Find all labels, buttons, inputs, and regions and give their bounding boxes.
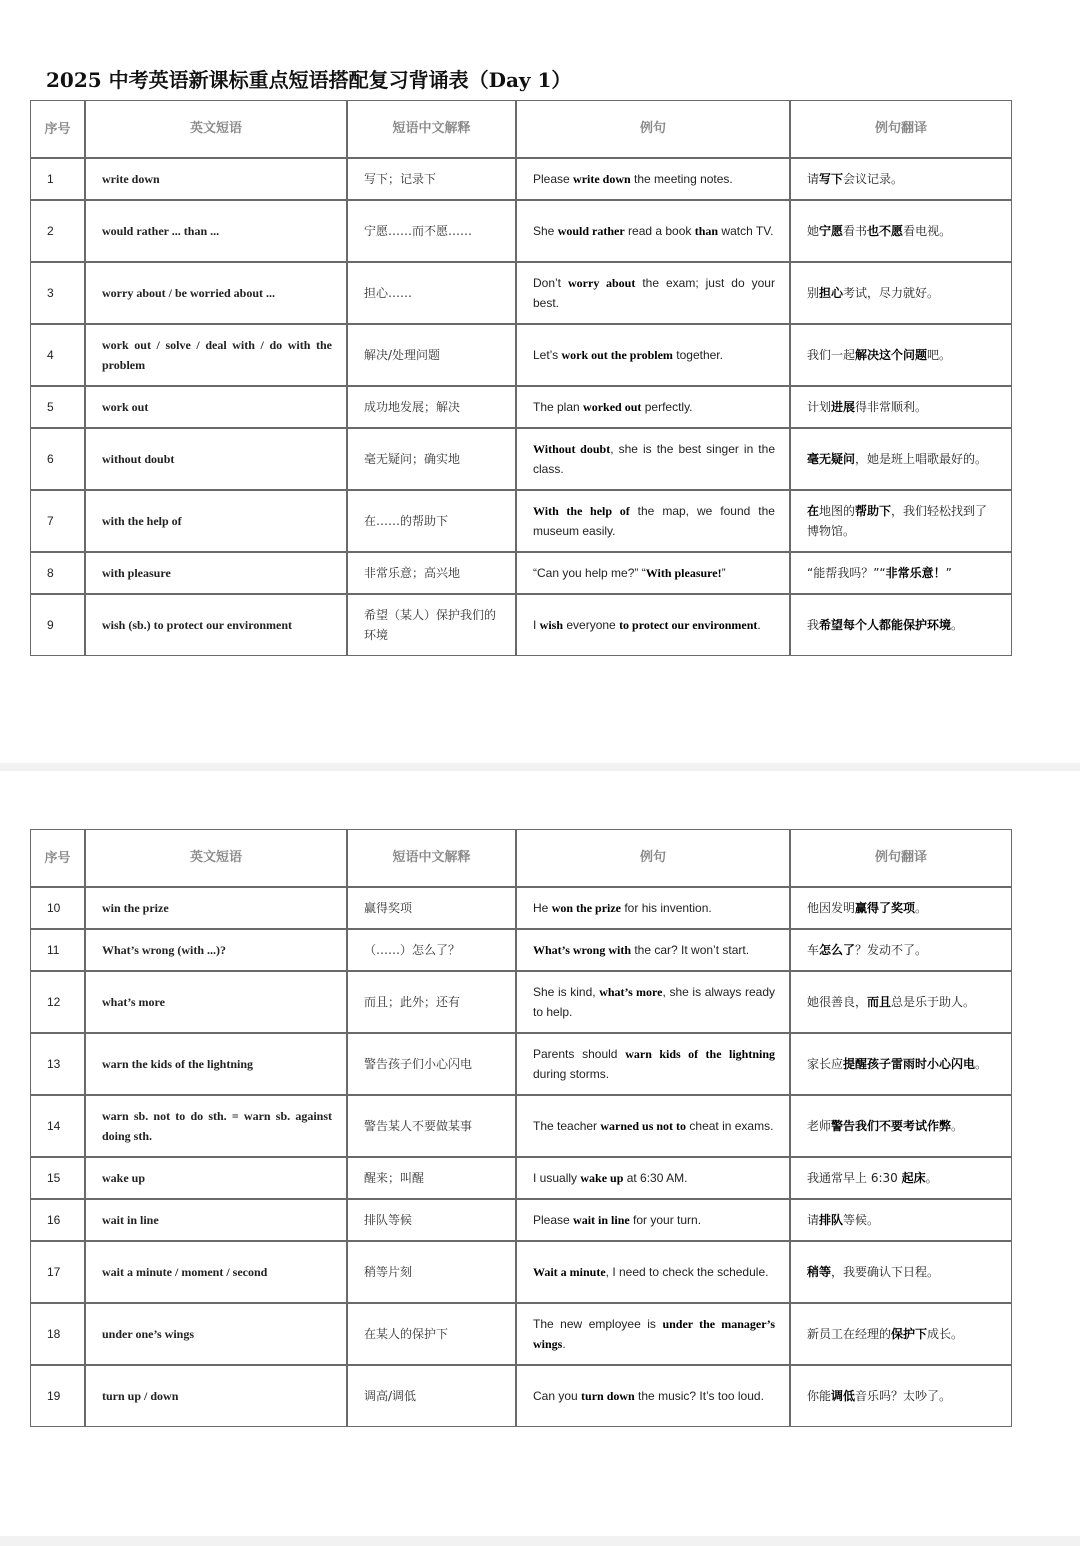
example-translation	[790, 594, 1012, 656]
row-number: 16	[30, 1199, 85, 1241]
translation-segment: 你能	[807, 1389, 832, 1403]
example-translation	[790, 1157, 1012, 1199]
translation-segment: 解决这个问题	[855, 348, 928, 362]
english-phrase: work out	[85, 386, 347, 428]
row-number: 5	[30, 386, 85, 428]
table-row	[30, 428, 1012, 490]
chinese-meaning: 赢得奖项	[347, 887, 516, 929]
sentence-segment: worked out	[583, 400, 642, 414]
chinese-meaning: 调高/调低	[347, 1365, 516, 1427]
sentence-segment: I	[533, 618, 540, 632]
example-translation	[790, 200, 1012, 262]
example-translation	[790, 1241, 1012, 1303]
translation-segment: 考试，尽力就好。	[843, 286, 940, 300]
header-num: 序号	[30, 829, 85, 887]
translation-segment: ，我要确认下日程。	[831, 1265, 940, 1279]
translation-segment: 写下	[819, 172, 844, 186]
row-number: 4	[30, 324, 85, 386]
translation-segment: 成长。	[927, 1327, 964, 1341]
english-phrase: warn the kids of the lightning	[85, 1033, 347, 1095]
example-translation	[790, 1095, 1012, 1157]
translation-segment: 提醒孩子雷雨时小心闪电	[843, 1057, 976, 1071]
translation-segment: ，她是班上唱歌最好的。	[855, 452, 988, 466]
translation-segment: 总是乐于助人。	[891, 995, 976, 1009]
translation-segment: 调低	[831, 1389, 856, 1403]
translation-segment: 计划	[807, 400, 832, 414]
example-translation	[790, 1303, 1012, 1365]
translation-segment: 等候。	[843, 1213, 880, 1227]
translation-segment: 担心	[819, 286, 844, 300]
sentence-segment: what’s more	[599, 985, 663, 999]
example-sentence	[516, 1303, 790, 1365]
chinese-meaning: 希望（某人）保护我们的环境	[347, 594, 516, 656]
translation-segment: 会议记录。	[843, 172, 904, 186]
row-number: 2	[30, 200, 85, 262]
translation-segment: 车	[807, 943, 820, 957]
example-translation	[790, 158, 1012, 200]
table-row	[30, 1365, 1012, 1427]
chinese-meaning: 在……的帮助下	[347, 490, 516, 552]
chinese-meaning: 解决/处理问题	[347, 324, 516, 386]
example-translation	[790, 1365, 1012, 1427]
table-row	[30, 324, 1012, 386]
chinese-meaning: 毫无疑问；确实地	[347, 428, 516, 490]
sentence-segment: cheat in exams.	[686, 1119, 774, 1133]
translation-segment: 我们一起	[807, 348, 856, 362]
sentence-segment: .	[757, 618, 761, 632]
sentence-segment: With the help of	[533, 504, 630, 518]
table-row	[30, 386, 1012, 428]
example-translation	[790, 929, 1012, 971]
example-sentence	[516, 1157, 790, 1199]
english-phrase: wake up	[85, 1157, 347, 1199]
translation-segment: 看电视。	[903, 224, 952, 238]
row-number: 10	[30, 887, 85, 929]
translation-segment: 。	[951, 618, 964, 632]
translation-segment: 赢得了奖项	[855, 901, 916, 915]
header-phrase: 英文短语	[85, 829, 347, 887]
english-phrase: win the prize	[85, 887, 347, 929]
translation-segment: 家长应	[807, 1057, 844, 1071]
row-number: 8	[30, 552, 85, 594]
example-sentence	[516, 158, 790, 200]
sentence-segment: She	[533, 224, 558, 238]
row-number: 18	[30, 1303, 85, 1365]
english-phrase: would rather ... than ...	[85, 200, 347, 262]
row-number: 12	[30, 971, 85, 1033]
sentence-segment: worry about	[568, 276, 636, 290]
chinese-meaning: （……）怎么了？	[347, 929, 516, 971]
table-row	[30, 887, 1012, 929]
table-row	[30, 158, 1012, 200]
translation-segment: 进展	[831, 400, 856, 414]
chinese-meaning: 警告孩子们小心闪电	[347, 1033, 516, 1095]
translation-segment: 起床	[901, 1171, 926, 1185]
sentence-segment: Without doubt	[533, 442, 611, 456]
sentence-segment: won the prize	[551, 901, 622, 915]
header-meaning: 短语中文解释	[347, 829, 516, 887]
row-number: 9	[30, 594, 85, 656]
chinese-meaning: 稍等片刻	[347, 1241, 516, 1303]
translation-segment: 我	[807, 618, 820, 632]
sentence-segment: the car? It won’t start.	[631, 943, 750, 957]
sentence-segment: ”	[721, 566, 726, 580]
translation-segment: 怎么了	[819, 943, 856, 957]
english-phrase: warn sb. not to do sth. = warn sb. against doing sth.	[85, 1095, 347, 1157]
sentence-segment: the meeting notes.	[630, 172, 733, 186]
english-phrase: worry about / be worried about ...	[85, 262, 347, 324]
chinese-meaning: 担心……	[347, 262, 516, 324]
example-translation	[790, 971, 1012, 1033]
example-translation	[790, 552, 1012, 594]
sentence-segment: write down	[573, 172, 631, 186]
sentence-segment: Don’t	[533, 276, 568, 290]
example-translation	[790, 386, 1012, 428]
example-translation	[790, 428, 1012, 490]
translation-segment: 。	[975, 1057, 988, 1071]
chinese-meaning: 警告某人不要做某事	[347, 1095, 516, 1157]
translation-segment: 他因发明	[807, 901, 856, 915]
sentence-segment: the exam; just do your best.	[533, 276, 775, 310]
translation-segment: 非常乐意！	[885, 566, 946, 580]
header-example: 例句	[516, 100, 790, 158]
sentence-segment: the music? It’s too loud.	[634, 1389, 764, 1403]
sentence-segment: She is kind,	[533, 985, 600, 999]
sentence-segment: He	[533, 901, 552, 915]
english-phrase: with pleasure	[85, 552, 347, 594]
example-sentence	[516, 594, 790, 656]
english-phrase: wait a minute / moment / second	[85, 1241, 347, 1303]
table-row	[30, 1033, 1012, 1095]
sentence-segment: , she is always ready to help.	[533, 985, 775, 1019]
example-translation	[790, 490, 1012, 552]
sentence-segment: during storms.	[533, 1067, 610, 1081]
translation-segment: ，我们轻松找到了博物馆。	[807, 504, 988, 538]
translation-segment: 我通常早上 6:30	[807, 1171, 902, 1185]
english-phrase: wait in line	[85, 1199, 347, 1241]
sentence-segment: wake up	[580, 1171, 624, 1185]
header-translation: 例句翻译	[790, 829, 1012, 887]
example-sentence	[516, 428, 790, 490]
sentence-segment: under the manager’s wings	[533, 1317, 775, 1351]
english-phrase: work out / solve / deal with / do with the problem	[85, 324, 347, 386]
example-translation	[790, 1199, 1012, 1241]
sentence-segment: warn kids of the lightning	[625, 1047, 775, 1061]
row-number: 14	[30, 1095, 85, 1157]
phrase-table	[30, 100, 1012, 656]
phrase-table	[30, 829, 1012, 1427]
example-sentence	[516, 490, 790, 552]
example-sentence	[516, 971, 790, 1033]
table-row	[30, 490, 1012, 552]
sentence-segment: “Can you help me?” “	[533, 566, 646, 580]
sentence-segment: watch TV.	[718, 224, 774, 238]
translation-segment: 也不愿	[867, 224, 904, 238]
sentence-segment: Can you	[533, 1389, 582, 1403]
translation-segment: 排队	[819, 1213, 844, 1227]
english-phrase: What’s wrong (with ...)?	[85, 929, 347, 971]
example-translation	[790, 324, 1012, 386]
sentence-segment: Please	[533, 1213, 574, 1227]
translation-segment: 请	[807, 1213, 820, 1227]
sentence-segment: With pleasure!	[645, 566, 722, 580]
chinese-meaning: 宁愿……而不愿……	[347, 200, 516, 262]
sentence-segment: The teacher	[533, 1119, 601, 1133]
translation-segment: 而且	[867, 995, 892, 1009]
sentence-segment: , she is the best singer in the class.	[533, 442, 775, 476]
translation-segment: 帮助下	[855, 504, 892, 518]
translation-segment: 她	[807, 224, 820, 238]
example-sentence	[516, 324, 790, 386]
example-sentence	[516, 1033, 790, 1095]
sentence-segment: .	[562, 1337, 566, 1351]
sentence-segment: the map, we found the museum easily.	[533, 504, 775, 538]
sentence-segment: everyone	[563, 618, 620, 632]
translation-segment: 她很善良，	[807, 995, 868, 1009]
chinese-meaning: 在某人的保护下	[347, 1303, 516, 1365]
table-row	[30, 971, 1012, 1033]
translation-segment: 保护下	[891, 1327, 928, 1341]
row-number: 7	[30, 490, 85, 552]
table-row	[30, 594, 1012, 656]
sentence-segment: for your turn.	[629, 1213, 702, 1227]
english-phrase: what’s more	[85, 971, 347, 1033]
translation-segment: 宁愿	[819, 224, 844, 238]
translation-segment: 别	[807, 286, 820, 300]
sentence-segment: The plan	[533, 400, 584, 414]
sentence-segment: for his invention.	[621, 901, 712, 915]
sentence-segment: would rather	[557, 224, 625, 238]
translation-segment: 。	[951, 1119, 964, 1133]
sentence-segment: turn down	[581, 1389, 635, 1403]
translation-segment: ？发动不了。	[855, 943, 928, 957]
header-example: 例句	[516, 829, 790, 887]
sentence-segment: work out the problem	[561, 348, 673, 362]
translation-segment: 老师	[807, 1119, 832, 1133]
translation-segment: 警告我们不要考试作弊	[831, 1119, 952, 1133]
example-translation	[790, 262, 1012, 324]
chinese-meaning: 排队等候	[347, 1199, 516, 1241]
translation-segment: 看书	[843, 224, 868, 238]
table-row	[30, 1095, 1012, 1157]
page-2	[0, 771, 1080, 1536]
sentence-segment: perfectly.	[641, 400, 693, 414]
translation-segment: 地图的	[819, 504, 856, 518]
sentence-segment: The new employee is	[533, 1317, 663, 1331]
translation-segment: “能帮我吗？”“	[807, 566, 886, 580]
table-row	[30, 200, 1012, 262]
translation-segment: 毫无疑问	[807, 452, 856, 466]
row-number: 3	[30, 262, 85, 324]
table-row	[30, 929, 1012, 971]
example-translation	[790, 1033, 1012, 1095]
english-phrase: wish (sb.) to protect our environment	[85, 594, 347, 656]
translation-segment: 。	[925, 1171, 938, 1185]
sentence-segment: Please	[533, 172, 574, 186]
sentence-segment: at 6:30 AM.	[623, 1171, 688, 1185]
row-number: 6	[30, 428, 85, 490]
table-row	[30, 262, 1012, 324]
table-row	[30, 1241, 1012, 1303]
sentence-segment: Wait a minute	[533, 1265, 606, 1279]
header-num: 序号	[30, 100, 85, 158]
sentence-segment: , I need to check the schedule.	[605, 1265, 769, 1279]
translation-segment: 希望每个人都能保护环境	[819, 618, 952, 632]
header-meaning: 短语中文解释	[347, 100, 516, 158]
sentence-segment: What’s wrong with	[533, 943, 632, 957]
chinese-meaning: 非常乐意；高兴地	[347, 552, 516, 594]
english-phrase: without doubt	[85, 428, 347, 490]
row-number: 11	[30, 929, 85, 971]
chinese-meaning: 醒来；叫醒	[347, 1157, 516, 1199]
english-phrase: write down	[85, 158, 347, 200]
header-phrase: 英文短语	[85, 100, 347, 158]
translation-segment: 吧。	[927, 348, 952, 362]
example-sentence	[516, 386, 790, 428]
table-row	[30, 1303, 1012, 1365]
example-sentence	[516, 262, 790, 324]
translation-segment: ”	[945, 566, 952, 580]
sentence-segment: wish	[539, 618, 564, 632]
row-number: 13	[30, 1033, 85, 1095]
sentence-segment: to protect our environment	[619, 618, 758, 632]
document-title: 2025 中考英语新课标重点短语搭配复习背诵表（Day 1）	[46, 68, 572, 92]
row-number: 17	[30, 1241, 85, 1303]
table-row	[30, 552, 1012, 594]
table-row	[30, 1199, 1012, 1241]
translation-segment: 。	[915, 901, 928, 915]
sentence-segment: I usually	[533, 1171, 581, 1185]
example-sentence	[516, 887, 790, 929]
sentence-segment: Let’s	[533, 348, 562, 362]
chinese-meaning: 而且；此外；还有	[347, 971, 516, 1033]
sentence-segment: Parents should	[533, 1047, 626, 1061]
sentence-segment: wait in line	[573, 1213, 630, 1227]
example-sentence	[516, 200, 790, 262]
translation-segment: 在	[807, 504, 820, 518]
header-translation: 例句翻译	[790, 100, 1012, 158]
page-1	[0, 0, 1080, 763]
row-number: 15	[30, 1157, 85, 1199]
translation-segment: 新员工在经理的	[807, 1327, 892, 1341]
translation-segment: 音乐吗？太吵了。	[855, 1389, 952, 1403]
row-number: 1	[30, 158, 85, 200]
translation-segment: 稍等	[807, 1265, 832, 1279]
example-sentence	[516, 1199, 790, 1241]
table-row	[30, 1157, 1012, 1199]
example-sentence	[516, 929, 790, 971]
english-phrase: turn up / down	[85, 1365, 347, 1427]
example-sentence	[516, 1365, 790, 1427]
sentence-segment: read a book	[624, 224, 695, 238]
translation-segment: 得非常顺利。	[855, 400, 928, 414]
sentence-segment: together.	[672, 348, 723, 362]
sentence-segment: than	[694, 224, 719, 238]
row-number: 19	[30, 1365, 85, 1427]
sentence-segment: warned us not to	[600, 1119, 687, 1133]
translation-segment: 请	[807, 172, 820, 186]
english-phrase: under one’s wings	[85, 1303, 347, 1365]
chinese-meaning: 写下；记录下	[347, 158, 516, 200]
example-translation	[790, 887, 1012, 929]
english-phrase: with the help of	[85, 490, 347, 552]
chinese-meaning: 成功地发展；解决	[347, 386, 516, 428]
example-sentence	[516, 1095, 790, 1157]
example-sentence	[516, 552, 790, 594]
example-sentence	[516, 1241, 790, 1303]
